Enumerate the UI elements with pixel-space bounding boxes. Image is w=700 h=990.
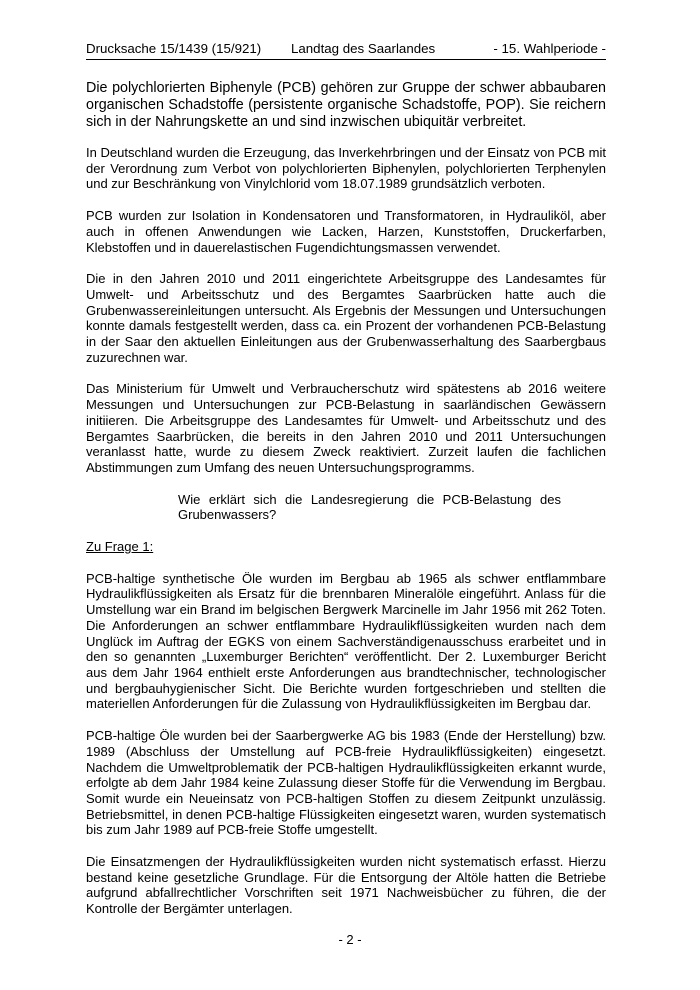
- header-landtag: Landtag des Saarlandes: [291, 41, 436, 56]
- paragraph-verwendung: PCB wurden zur Isolation in Kondensatoren und Transformatoren, in Hydrauliköl, aber auch in offenen Anwendungen wie Lacken, Harzen, Kunststoffen, Druckerfarben, Klebstoffen und in dauerelastischen Fugendichtungsmassen verwendet.: [86, 208, 606, 255]
- page-number: - 2 -: [338, 932, 362, 947]
- answer-paragraph-2: PCB-haltige Öle wurden bei der Saarbergwerke AG bis 1983 (Ende der Herstellung) bzw. 1989 (Abschluss der Umstellung auf PCB-freie Hydraulikflüssigkeiten) eingesetzt. Nachdem die Umweltproblematik der PCB-haltigen Hydraulikflüssigkeiten erkannt wurde, erfolgte ab dem Jahr 1984 keine Zulassung dieser Stoffe für die Verwendung im Bergbau. Somit wurde ein Neueinsatz von PCB-haltigen Stoffen zu diesem Zeitpunkt unzulässig. Betriebsmittel, in denen PCB-haltige Flüssigkeiten eingesetzt waren, wurden systematisch bis zum Jahr 1989 auf PCB-freie Stoffe umgestellt.: [86, 728, 606, 838]
- intro-paragraph: Die polychlorierten Biphenyle (PCB) gehören zur Gruppe der schwer abbaubaren organischen Schadstoffe (persistente organische Schadstoffe, POP). Sie reichern sich in der Nahrungskette an und sind inzwischen ubiquitär verbreitet.: [86, 80, 606, 130]
- header-wahlperiode: - 15. Wahlperiode -: [493, 41, 606, 56]
- answer-heading: Zu Frage 1:: [86, 539, 154, 555]
- answer-paragraph-3: Die Einsatzmengen der Hydraulikflüssigkeiten wurden nicht systematisch erfasst. Hierzu bestand keine gesetzliche Grundlage. Für die Entsorgung der Altöle hatten die Betriebe aufgrund abfallrechtlicher Vorschriften seit 1971 Nachweisbücher zu führen, die der Kontrolle der Bergämter unterlagen.: [86, 854, 606, 917]
- answer-paragraph-1: PCB-haltige synthetische Öle wurden im Bergbau ab 1965 als schwer entflammbare Hydraulikflüssigkeiten als Ersatz für die brennbaren Mineralöle eingeführt. Anlass für die Umstellung war ein Brand im belgischen Bergwerk Marcinelle im Jahr 1956 mit 262 Toten. Die Anforderungen an schwer entflammbare Hydraulikflüssigkeiten wurden nach dem Unglück im Auftrag der EGKS von einem Sachverständigenausschuss erarbeitet und in den so genannten „Luxemburger Berichten“ veröffentlicht. Der 2. Luxemburger Bericht aus dem Jahr 1964 enthielt erste Anforderungen aus brandtechnischer, technologischer und bergbauhygienischer Sicht. Die Berichte wurden fortgeschrieben und stellten die materiellen Anforderungen für die Zulassung von Hydraulikflüssigkeiten im Bergbau dar.: [86, 570, 606, 712]
- page-header: [86, 41, 606, 60]
- paragraph-verbot: In Deutschland wurden die Erzeugung, das Inverkehrbringen und der Einsatz von PCB mit der Verordnung zum Verbot von polychlorierten Biphenylen, polychlorierten Terphenylen und zur Beschränkung von Vinylchlorid vom 18.07.1989 grundsätzlich verboten.: [86, 145, 606, 192]
- header-drucksache: Drucksache 15/1439 (15/921): [86, 41, 262, 56]
- paragraph-arbeitsgruppe: Die in den Jahren 2010 und 2011 eingerichtete Arbeitsgruppe des Landesamtes für Umwelt- und Arbeitsschutz und des Bergamtes Saarbrücken hatte auch die Grubenwassereinleitungen untersucht. Als Ergebnis der Messungen und Untersuchungen konnte damals festgestellt werden, dass ca. ein Prozent der vorhandenen PCB-Belastung in der Saar den aktuellen Einleitungen aus der Grubenwasserhaltung des Saarbergbaus zuzurechnen war.: [86, 271, 606, 365]
- document-body: [86, 80, 606, 933]
- paragraph-ministerium: Das Ministerium für Umwelt und Verbraucherschutz wird spätestens ab 2016 weitere Messungen und Untersuchungen zur PCB-Belastung in saarländischen Gewässern initiieren. Die Arbeitsgruppe des Landesamtes für Umwelt- und Arbeitsschutz und des Bergamtes Saarbrücken, die bereits in den Jahren 2010 und 2011 Untersuchungen veranlasst hatte, wurde zu diesem Zweck reaktiviert. Zurzeit laufen die fachlichen Abstimmungen zum Umfang des neuen Untersuchungsprogramms.: [86, 381, 606, 475]
- question-text: Wie erklärt sich die Landesregierung die PCB-Belastung des Grubenwassers?: [178, 491, 561, 523]
